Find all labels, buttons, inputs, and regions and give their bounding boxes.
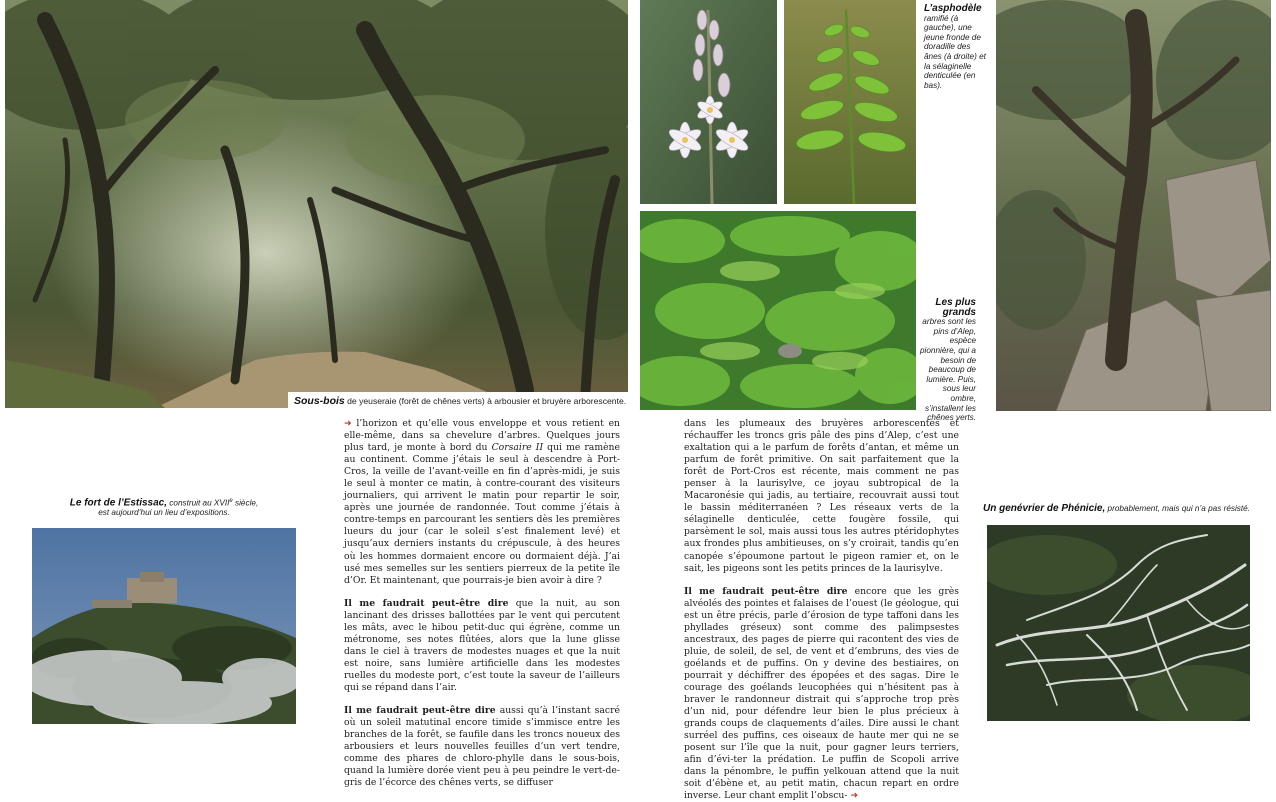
paragraph-lead: Il me faudrait peut-être dire <box>344 705 496 717</box>
paragraph <box>684 418 959 575</box>
forest-photo-caption <box>288 392 632 409</box>
pines-caption <box>920 298 976 423</box>
forest-photo <box>5 0 628 408</box>
fern-photo <box>784 0 916 204</box>
paragraph <box>344 705 620 789</box>
asphodel-caption-bold: L’asphodèle <box>924 3 982 14</box>
asphodel-caption <box>924 4 990 90</box>
paragraph <box>344 598 620 694</box>
juniper-caption <box>983 504 1263 514</box>
juniper-caption-bold: Un genévrier de Phénicie, <box>983 503 1106 514</box>
pines-caption-text: arbres sont les pins d’Alep, espèce pionnière, qui a besoin de beaucoup de lumière. Puis, sous leur ombre, s’installent les chênes verts. <box>920 317 976 423</box>
paragraph-text: aussi qu’à l’instant sacré où un soleil matutinal encore timide s’immisce entre les branches de la forêt, se faufile dans les troncs noueux des arbousiers et leurs nouvelles feuilles d’un vert tendre, comme des phares de chloro-phylle dans le sous-bois, quand la lumière dorée vient peu à peu peindre le vert-de-gris de l’écorce des chênes verts, se diffuser <box>344 705 621 789</box>
paragraph-text: encore que les grès alvéolés des pointes et falaises de l’ouest (le géologue, qui est un être précis, parle d’érosion de type taffoni dans les phyllades gréseux) sont comme des palimpsestes ancestraux, des pages de pierre qui racontent des vies de pluie, de soleil, de sel, de vent et d’embruns, des vies de goélands et de puffins. On y devine des bestiaires, on pourrait y déchiffrer des épopées et des sagas. Dire le courage des goélands leucophées qui n’hésitent pas à braver le randonneur distrait qui s’approche trop près d’un nid, pour défendre leur bien le plus précieux à grands coups de claquements d’ailes. Dire aussi le chant surréel des puffins, ces oiseaux de haute mer qui ne se posent sur l’île que la nuit, pour gagner leurs terriers, afin d’évi-ter la prédation. Le puffin de Scopoli arrive dans la pénombre, le puffin yelkouan attend que la nuit soit d’ébène et, au petit matin, chacun repart en ordre inverse. Leur chant emplit l’obscu- <box>684 585 959 802</box>
asphodel-caption-text: ramifié (à gauche), une jeune fronde de doradille des ânes (à droite) et la sélaginelle denticulée (en bas). <box>924 13 986 90</box>
juniper-caption-text: probablement, mais qui n’a pas résisté. <box>1105 504 1250 513</box>
fort-caption-bold: Le fort de l’Estissac, <box>69 497 168 509</box>
fort-caption <box>32 497 296 518</box>
oak-tree-photo <box>996 0 1271 411</box>
paragraph <box>684 586 959 802</box>
caption-text: de yeuseraie (forêt de chênes verts) à arbousier et bruyère arborescente. <box>344 396 627 406</box>
paragraph-text: qui me ramène au continent. Comme j’étais le seul à descendre à Port-Cros, la veille de l’avant-veille en fin d’après-midi, je suis le seul à monter ce matin, à contre-courant des visiteurs journaliers, qui arrivent le matin pour repartir le soir, après une journée de randonnée. Tout comme j’étais à contre-temps en parcourant les sentiers dès les premières lueurs du jour (car le soleil s’est finalement levé) et jusqu’aux derniers instants du crépuscule, à des heures où les hommes dormaient encore ou dormaient déjà. J’ai usé mes semelles sur les sentiers pierreux de la petite île d’Or. Et maintenant, que pourrais-je bien avoir à dire ? <box>344 442 620 586</box>
paragraph-text: que la nuit, au son lancinant des drisses ballottées par le vent qui percutent les mâts, avec le hibou petit-duc qui égrène, comme un métronome, ses notes flûtées, alors que la lune glisse dans le ciel à travers de modestes nuages et que la nuit est noire, sans lumière artificielle dans les modestes ruelles du modeste port, c’est toute la saveur de l’ailleurs qui se répand dans l’air. <box>344 597 620 693</box>
paragraph <box>344 418 620 587</box>
asphodel-photo <box>640 0 777 204</box>
ship-name: Corsaire II <box>491 442 544 454</box>
caption-bold: Sous-bois <box>294 395 345 407</box>
fort-photo <box>32 528 296 724</box>
fort-caption-text-3: est aujourd’hui un lieu d’expositions. <box>98 508 230 518</box>
article-column-1 <box>344 418 620 789</box>
article-column-2 <box>684 418 959 802</box>
selaginella-photo <box>640 211 916 410</box>
fort-caption-text-2: siècle, <box>232 498 259 508</box>
paragraph-lead: Il me faudrait peut-être dire <box>684 585 848 597</box>
paragraph-text: l’horizon et qu’elle vous enveloppe et vous retient en elle-même, dans sa chevelure d’arbres. Quelques jours plus tard, je monte à bord du <box>344 418 620 454</box>
juniper-photo <box>987 525 1250 721</box>
fort-caption-text-1: construit au XVII <box>167 498 230 508</box>
paragraph-lead: Il me faudrait peut-être dire <box>344 597 509 609</box>
continue-arrow-icon: ➜ <box>850 791 858 802</box>
paragraph-text: dans les plumeaux des bruyères arborescentes et réchauffer les troncs gris pâle des pins d’Alep, c’est une exaltation qui a le parfum de forêts d’antan, et même un parfum de forêt primitive. On sait parfaitement que la forêt de Port-Cros est récente, mais comment ne pas penser à la laurisylve, ce joyau subtropical de la Macaronésie qui jadis, au tertiaire, recouvrait aussi tout le bassin méditerranéen ? Les réseaux verts de la sélaginelle denticulée, cette fougère fossile, qui parsèment le sol, mais aussi tous les autres ptéridophytes aux frondes plus ambitieuses, on s’y croirait, tandis qu’en canopée s’époumone partout le pigeon ramier et, on le sait, les pigeons sont les petits princes de la laurisylve. <box>684 418 959 574</box>
continue-arrow-icon: ➜ <box>344 419 352 429</box>
pines-caption-bold: Les plus grands <box>935 297 976 318</box>
fort-caption-sup: e <box>229 498 233 504</box>
